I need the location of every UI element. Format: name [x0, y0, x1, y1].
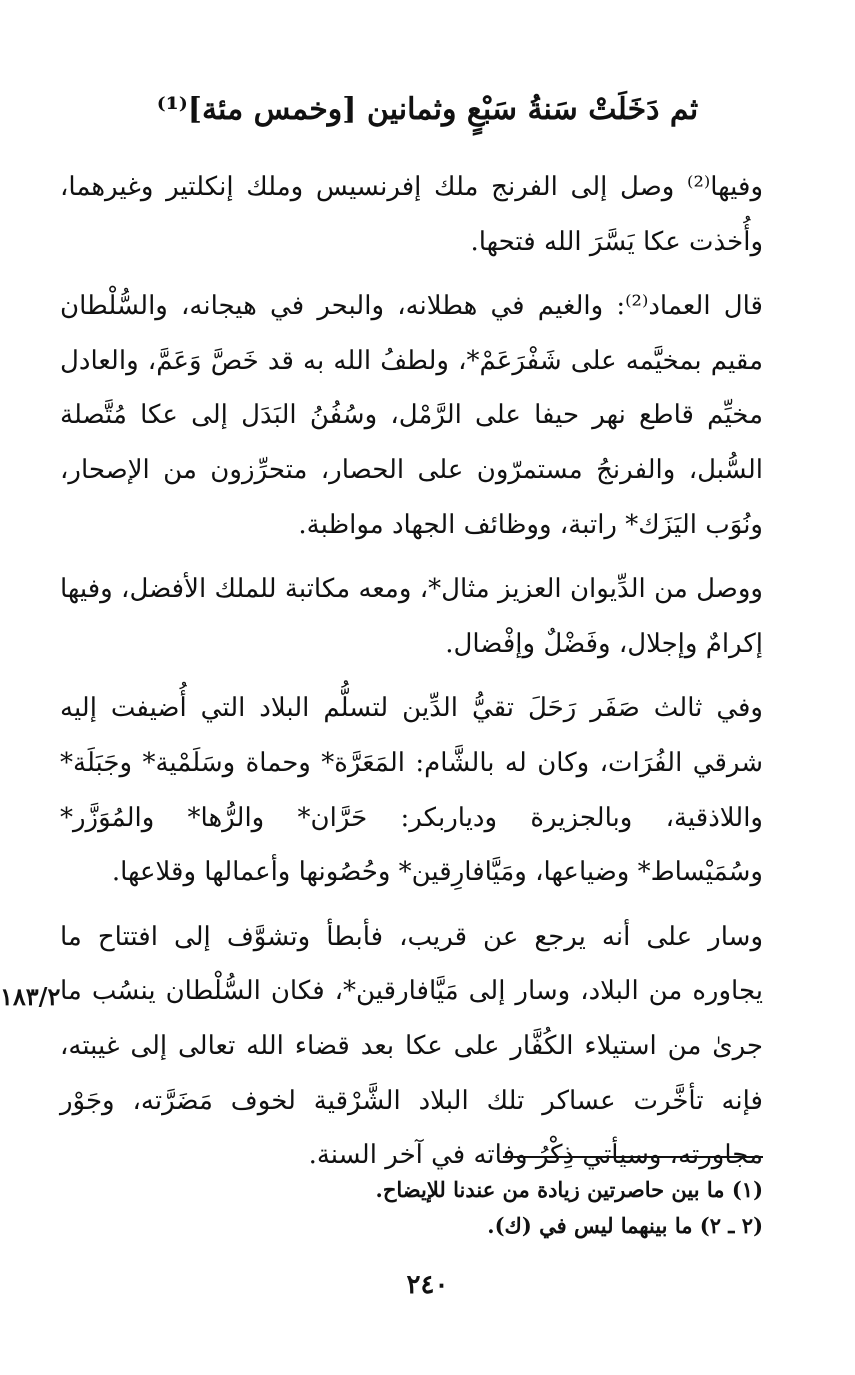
footnote-divider — [503, 1156, 763, 1158]
paragraph-1: وفيها⁽²⁾ وصل إلى الفرنج ملك إفرنسيس وملك إنكلتير وغيرهما، وأُخذت عكا يَسَّرَ الله فتحها. — [60, 172, 763, 257]
paragraph-5: وسار على أنه يرجع عن قريب، فأبطأ وتشوَّف إلى افتتاح ما يجاوره من البلاد، وسار إلى مَيَّافارقين*، فكان السُّلْطان ينسُب ما جرىٰ من استيلاء الكُفَّار على عكا بعد قضاء الله تعالى إلى غيبته، فإنه تأخَّرت عساكر تلك البلاد الشَّرْقية لخوف مَضَرَّته، وجَوْر مجاورته، وسيأتي ذِكْرُ وفاته في آخر السنة. — [60, 921, 764, 1171]
chapter-title: ثم دَخَلَتْ سَنةُ سَبْعٍ وثمانين [وخمس مئة]⁽¹⁾ — [156, 92, 699, 127]
footnote-1: (١) ما بين حاصرتين زيادة من عندنا للإيضاح. — [375, 1177, 763, 1202]
page-number: ٢٤٠ — [406, 1270, 449, 1300]
footnote-2: (٢ ـ ٢) ما بينهما ليس في (ك). — [487, 1213, 763, 1238]
paragraph-3: ووصل من الدِّيوان العزيز مثال*، ومعه مكاتبة للملك الأفضل، وفيها إكرامٌ وإجلال، وفَضْلٌ وإفْضال. — [60, 574, 763, 659]
paragraph-2: قال العماد⁽²⁾: والغيم في هطلانه، والبحر في هيجانه، والسُّلْطان مقيم بمخيَّمه على شَفْرَعَمْ*، ولطفُ الله به قد خَصَّ وَعَمَّ، والعادل مخيِّم قاطع نهر حيفا على الرَّمْل، وسُفُنُ البَدَل إلى عكا مُتَّصلة السُّبل، والفرنجُ مستمرّون على الحصار، متحرِّزون من الإصحار، ونُوَب اليَزَك* راتبة، ووظائف الجهاد مواظبة. — [60, 291, 763, 540]
body-text — [60, 160, 763, 1193]
margin-reference: ١٨٣/٢ — [0, 982, 61, 1011]
footnotes — [120, 1172, 763, 1244]
paragraph-4: وفي ثالث صَفَر رَحَلَ تقيُّ الدِّين لتسلُّم البلاد التي أُضيفت إليه شرقي الفُرَات، وكان له بالشَّام: المَعَرَّة* وحماة وسَلَمْية* وجَبَلَة* واللاذقية، وبالجزيرة ودياربكر: حَرَّان* والرُّها* والمُوَزَّر* وسُمَيْساط* وضياعها، ومَيَّافارِقين* وحُصُونها وأعمالها وقلاعها. — [60, 693, 763, 888]
